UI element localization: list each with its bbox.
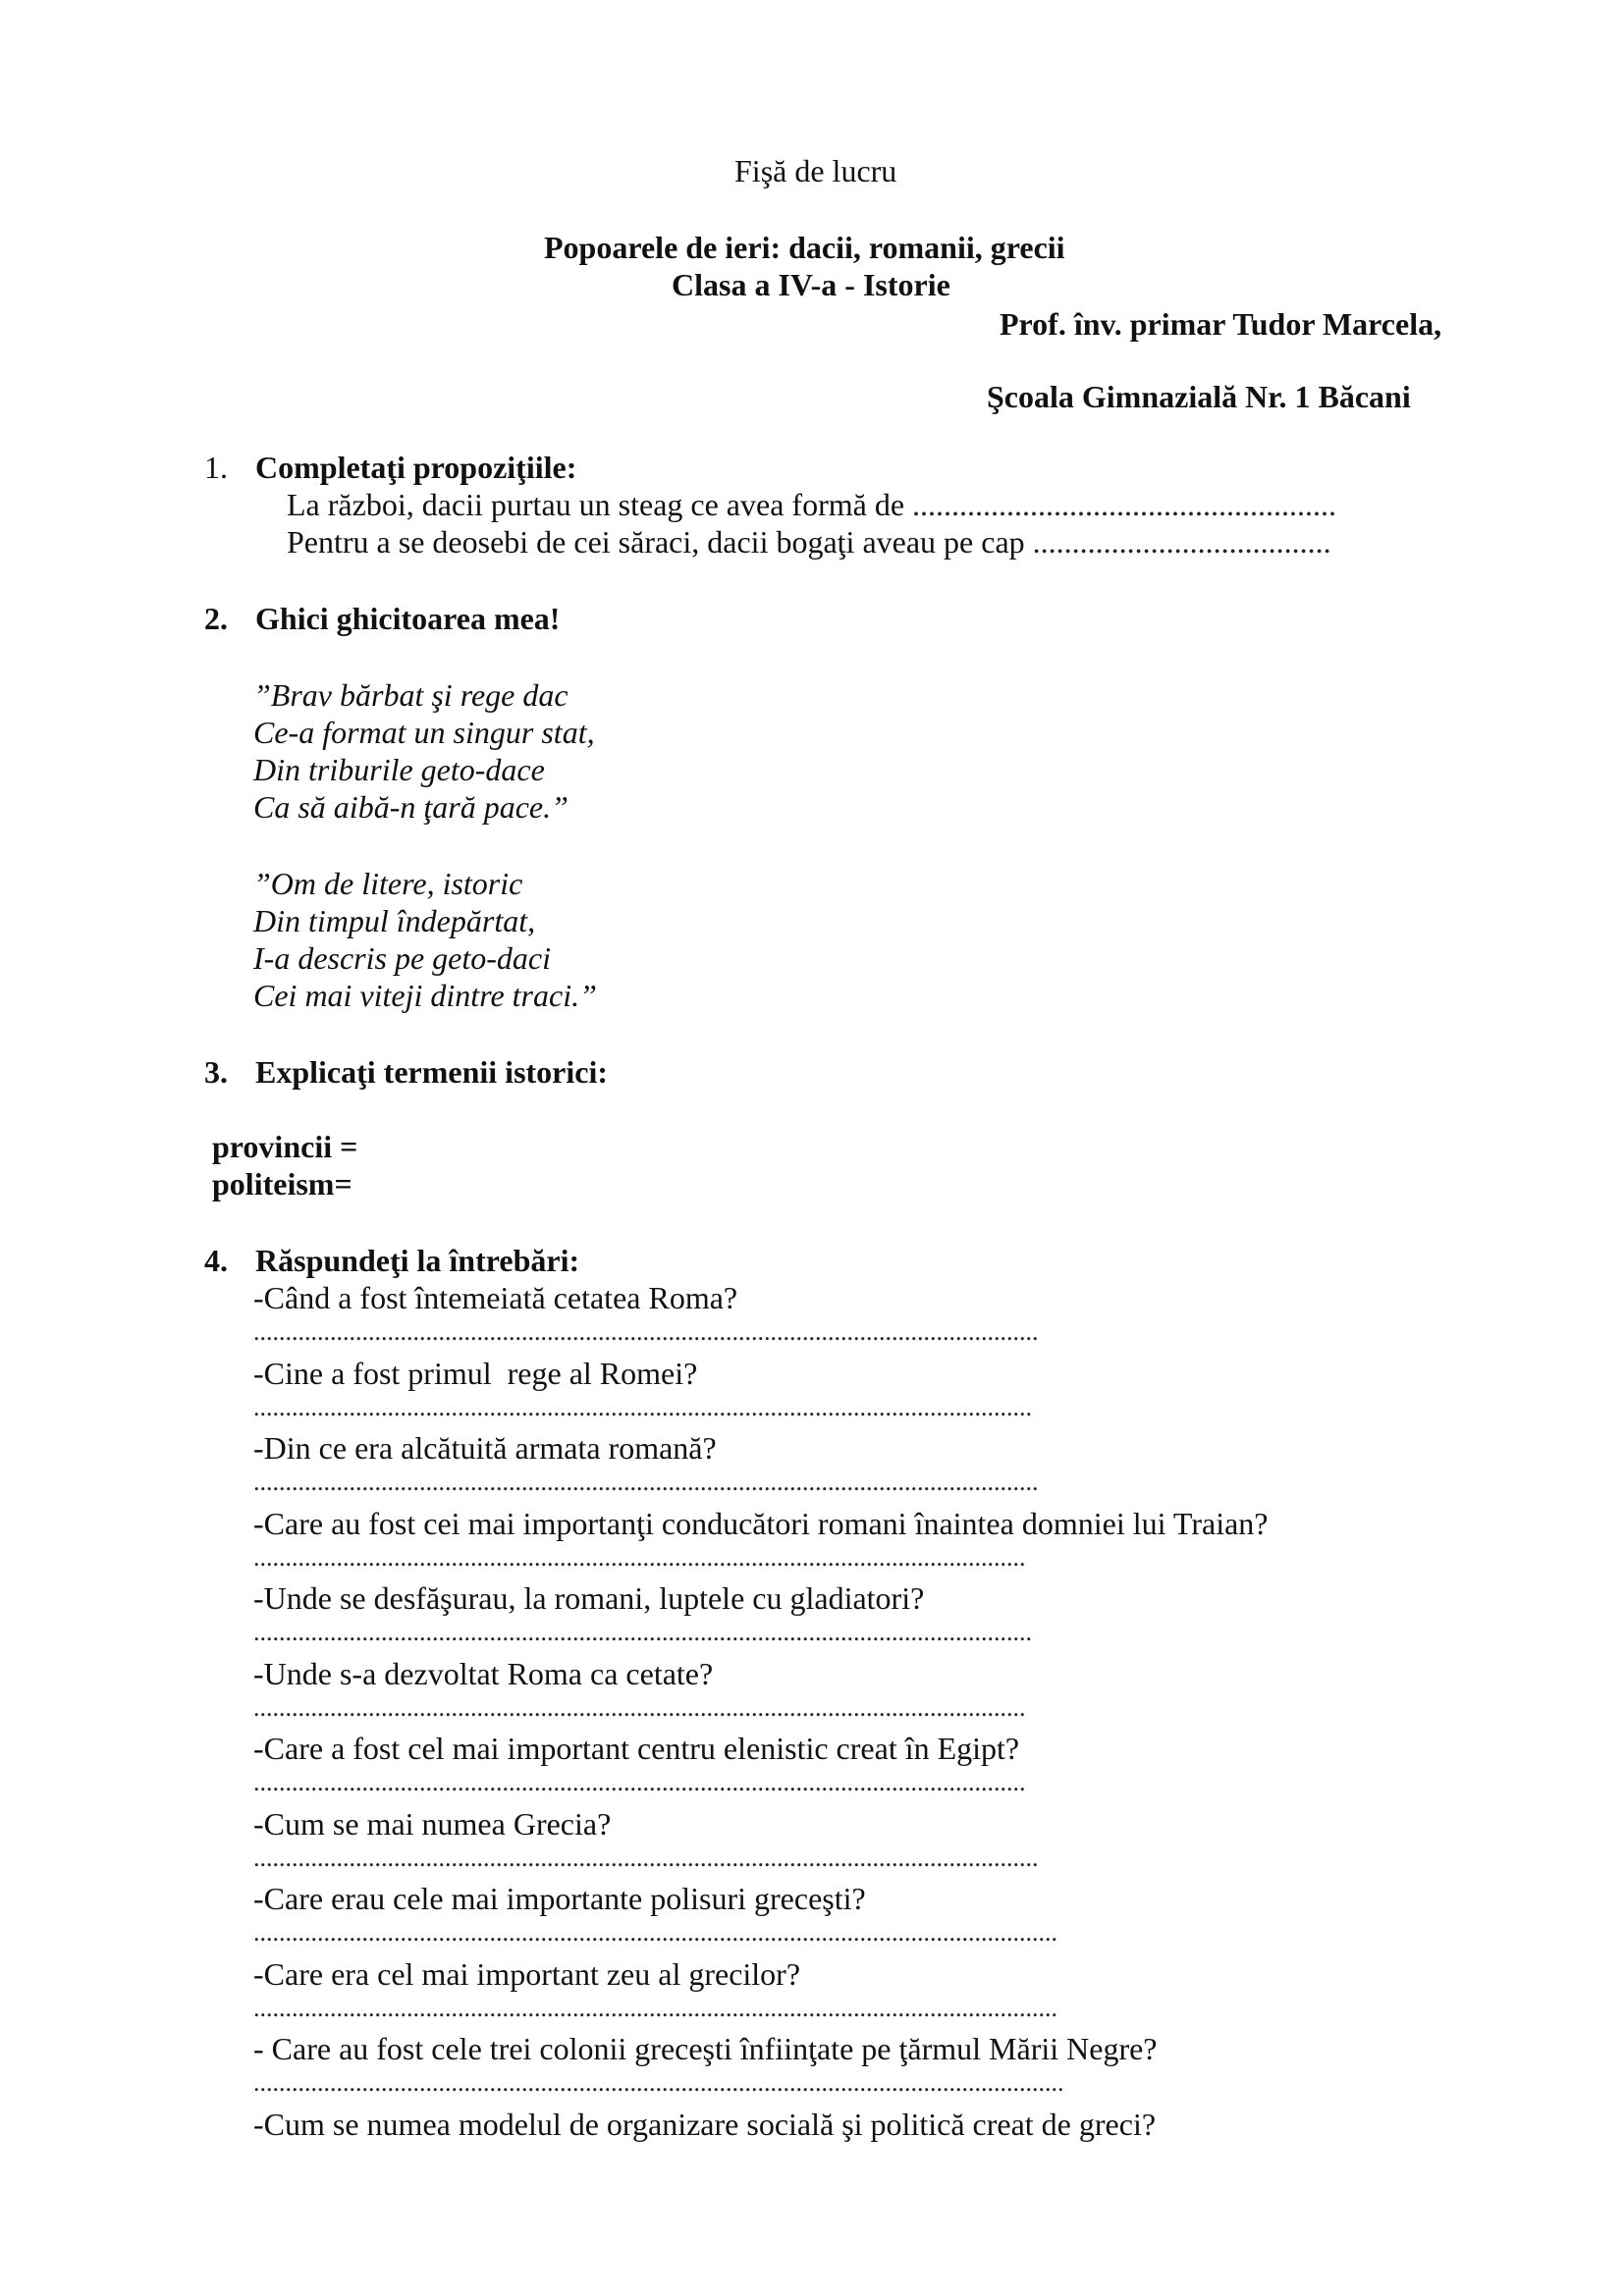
section-number: 2. — [204, 601, 228, 636]
question-text: -Care era cel mai important zeu al grecilor? — [253, 1955, 801, 1992]
sentence-text: La război, dacii purtau un steag ce avea formă de — [287, 487, 913, 522]
question-text: -Care a fost cel mai important centru elenistic creat în Egipt? — [253, 1731, 1020, 1766]
answer-blank[interactable]: ...................................................... — [912, 487, 1337, 522]
document-heading: Popoarele de ieri: dacii, romanii, grecii — [544, 230, 1065, 265]
question-text: - Care au fost cele trei colonii greceşti înfiinţate pe ţărmul Mării Negre? — [253, 2031, 1158, 2066]
question-text: -Când a fost întemeiată cetatea Roma? — [253, 1280, 738, 1315]
question-text: -Care erau cele mai importante polisuri greceşti? — [253, 1881, 866, 1916]
term-provincii: provincii = — [212, 1129, 358, 1164]
answer-line[interactable]: .......................................................................................................................... — [253, 1392, 1032, 1421]
fill-sentence — [287, 526, 1331, 558]
answer-line[interactable]: .............................................................................................................................. — [253, 1918, 1057, 1947]
section-title: Explicaţi termenii istorici: — [255, 1054, 609, 1090]
section-number: 4. — [204, 1243, 228, 1278]
riddle-line: I-a descris pe geto-daci — [253, 940, 552, 976]
term-politeism: politeism= — [212, 1166, 352, 1201]
section-title: Completaţi propoziţiile: — [255, 450, 577, 485]
section-title: Ghici ghicitoarea mea! — [255, 601, 561, 636]
question-text: -Unde se desfăşurau, la romani, luptele cu gladiatori? — [253, 1580, 925, 1616]
answer-line[interactable]: ............................................................................................................................... — [253, 2068, 1064, 2097]
riddle-line: Ce-a format un singur stat, — [253, 715, 595, 750]
riddle-line: Din triburile geto-dace — [253, 752, 545, 787]
question-text: -Din ce era alcătuită armata romană? — [253, 1430, 717, 1466]
answer-line[interactable]: ........................................................................................................................... — [253, 1317, 1039, 1346]
riddle-line: Cei mai viteji dintre traci.” — [253, 978, 597, 1013]
fill-sentence — [287, 489, 1336, 520]
question-text: -Cine a fost primul rege al Romei? — [253, 1355, 698, 1391]
author-name: Prof. înv. primar Tudor Marcela, — [1000, 306, 1442, 342]
question-text: -Cum se mai numea Grecia? — [253, 1805, 612, 1842]
riddle-line: Din timpul îndepărtat, — [253, 903, 536, 938]
question-text: -Unde s-a dezvoltat Roma ca cetate? — [253, 1655, 714, 1691]
riddle-line: ”Brav bărbat şi rege dac — [253, 677, 568, 713]
section-number: 1. — [204, 450, 228, 485]
document-title: Fişă de lucru — [734, 153, 897, 188]
riddle-line: ”Om de litere, istoric — [253, 866, 523, 901]
answer-line[interactable]: ......................................................................................................................... — [253, 1768, 1026, 1796]
answer-line[interactable]: .......................................................................................................................... — [253, 1618, 1032, 1646]
sentence-text: Pentru a se deosebi de cei săraci, dacii bogaţi aveau pe cap — [287, 524, 1033, 560]
question-text: -Cum se numea modelul de organizare socială şi politică creat de greci? — [253, 2106, 1157, 2142]
question-text: -Care au fost cei mai importanţi conducători romani înaintea domniei lui Traian? — [253, 1505, 1269, 1541]
answer-line[interactable]: ......................................................................................................................... — [253, 1692, 1026, 1722]
document-subheading: Clasa a IV-a - Istorie — [672, 267, 950, 302]
riddle-line: Ca să aibă-n ţară pace.” — [253, 789, 568, 825]
school-name: Şcoala Gimnazială Nr. 1 Băcani — [987, 379, 1411, 414]
answer-blank[interactable]: ...................................... — [1032, 524, 1331, 560]
answer-line[interactable]: ........................................................................................................................... — [253, 1468, 1039, 1496]
answer-line[interactable]: ........................................................................................................................... — [253, 1842, 1039, 1872]
answer-line[interactable]: .............................................................................................................................. — [253, 1993, 1057, 2022]
answer-line[interactable]: ......................................................................................................................... — [253, 1542, 1026, 1572]
section-title: Răspundeţi la întrebări: — [255, 1243, 580, 1278]
section-number: 3. — [204, 1054, 228, 1090]
